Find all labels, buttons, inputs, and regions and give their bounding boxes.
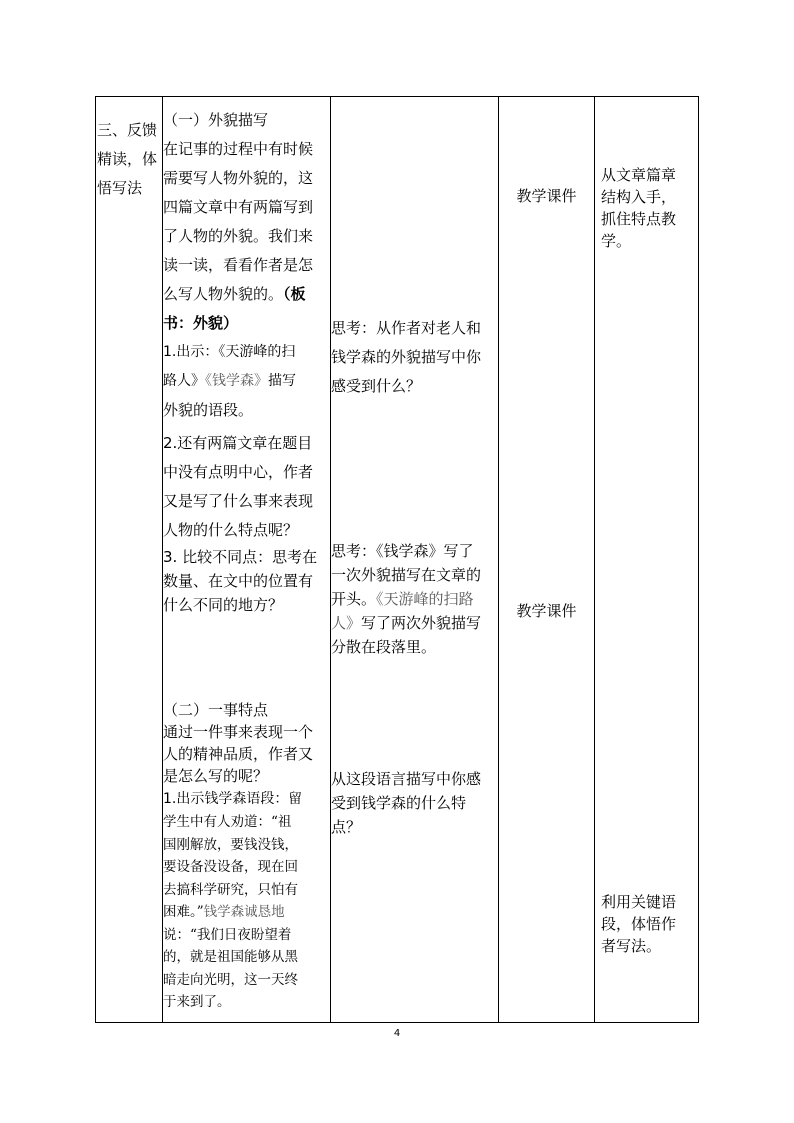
quote-text: 钱学森诚恳地 — [203, 904, 285, 920]
activity-line: 思考：从作者对老人和 — [331, 319, 482, 337]
stage-cell — [97, 116, 161, 203]
process-line: 四篇文章中有两篇写到 — [163, 198, 314, 216]
board-note-line: 书：外貌） — [163, 314, 239, 332]
quote-text: 困难。” — [163, 904, 204, 920]
activity-line: 分散在段落里。 — [331, 638, 437, 656]
column-divider-3 — [498, 96, 499, 1023]
quote-line: 暗走向光明，这一天终 — [163, 971, 298, 988]
design-intent-1 — [601, 164, 697, 252]
intent-line: 从文章篇章 — [601, 166, 677, 184]
resource-2 — [499, 599, 594, 623]
process-line: 需要写人物外貌的，这 — [163, 169, 314, 187]
process-text: 描写 — [268, 373, 296, 389]
process-line: 人的精神品质，作者又 — [163, 745, 314, 763]
resource-label: 教学课件 — [516, 602, 577, 620]
activity-line: 钱学森的外貌描写中你 — [331, 348, 482, 366]
text-title: 《钱学森》 — [205, 373, 268, 389]
quote-line: 的，就是祖国能够从黑 — [163, 949, 298, 965]
activity-text: 开头。 — [331, 590, 377, 608]
process-line — [163, 280, 333, 309]
process-text: 1.出示钱学森语段： — [163, 791, 289, 807]
intent-line: 抓住特点教 — [601, 210, 677, 228]
process-line: 1.出示：《天游峰的扫 — [163, 344, 296, 360]
process-line — [163, 787, 333, 811]
process-line: 又是写了什么事来表现 — [163, 492, 314, 510]
activity-text: 写了两次外貌描写 — [361, 614, 482, 632]
process-line: 3. 比较不同点：思考在 — [163, 548, 318, 566]
process-cell-part2 — [163, 699, 333, 1014]
section-title-appearance: （一）外貌描写 — [163, 111, 269, 129]
page-number: 4 — [393, 1028, 401, 1039]
stage-line: 三、反馈 — [97, 121, 158, 139]
activity-line: 感受到什么？ — [331, 377, 422, 395]
quote-text: 留 — [288, 791, 302, 807]
process-line — [163, 367, 333, 396]
process-line: 2.还有两篇文章在题目 — [163, 434, 313, 452]
process-line: 读一读，看看作者是怎 — [163, 256, 314, 274]
process-line: 了人物的外貌。我们来 — [163, 227, 314, 245]
section-title-one-event: （二）一事特点 — [163, 701, 269, 719]
intent-line: 者写法。 — [601, 937, 662, 955]
text-title: 人》 — [331, 614, 362, 632]
intent-line: 学。 — [601, 232, 632, 250]
activity-line: 思考：《钱学森》写了 — [331, 542, 474, 560]
intent-line: 结构入手， — [601, 188, 677, 206]
quote-block — [163, 811, 333, 1014]
quote-line: 学生中有人劝道：“祖 — [163, 814, 292, 830]
activity-line: 受到钱学森的什么特 — [331, 794, 467, 812]
process-line: 人物的什么特点呢？ — [163, 521, 299, 539]
stage-line: 精读，体 — [97, 150, 158, 168]
quote-line — [163, 901, 333, 924]
student-activity-2 — [331, 539, 498, 659]
column-divider-4 — [594, 96, 595, 1023]
process-text: 么写人物外貌的。 — [163, 285, 284, 303]
process-line: 通过一件事来表现一个 — [163, 723, 314, 741]
student-activity-3 — [331, 767, 498, 839]
resource-label: 教学课件 — [516, 187, 577, 205]
quote-line: 国刚解放，要钱没钱， — [163, 836, 298, 853]
process-line: 数量、在文中的位置有 — [163, 572, 314, 590]
quote-line: 要设备没设备，现在回 — [163, 859, 298, 875]
activity-line: 从这段语言描写中你感 — [331, 770, 482, 788]
process-line: 外貌的语段。 — [163, 401, 254, 419]
process-line: 中没有点明中心，作者 — [163, 463, 314, 481]
activity-line — [331, 611, 498, 635]
process-line: 什么不同的地方？ — [163, 596, 284, 614]
intent-line: 段，体悟作 — [601, 915, 677, 933]
design-intent-2 — [601, 891, 697, 957]
activity-line — [331, 587, 498, 611]
process-line: 在记事的过程中有时候 — [163, 140, 314, 158]
text-title: 《天游峰的扫路 — [376, 590, 474, 608]
stage-line: 悟写法 — [97, 179, 143, 197]
quote-line: 去搞科学研究，只怕有 — [163, 881, 298, 898]
quote-line: 于来到了。 — [163, 994, 231, 1010]
activity-line: 一次外貌描写在文章的 — [331, 566, 482, 584]
activity-line: 点？ — [331, 818, 362, 836]
board-note: （板 — [283, 285, 306, 303]
quote-line: 说：“我们日夜盼望着 — [163, 926, 292, 943]
intent-line: 利用关键语 — [601, 893, 677, 911]
process-line: 是怎么写的呢？ — [163, 767, 269, 785]
student-activity-1 — [331, 314, 498, 401]
process-cell — [163, 106, 333, 617]
text-title: 路人》 — [163, 373, 205, 389]
resource-1 — [499, 184, 594, 208]
